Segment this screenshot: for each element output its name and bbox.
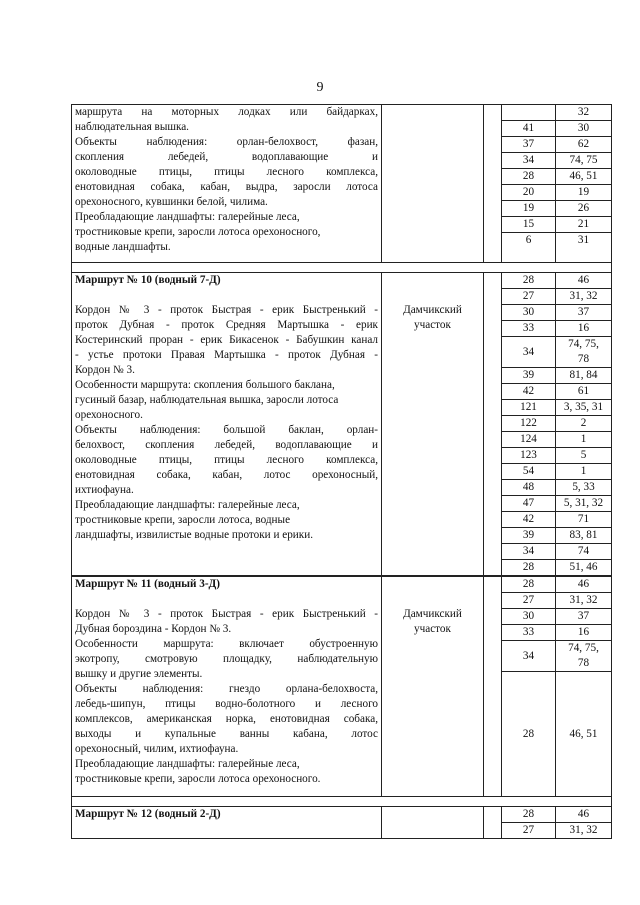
quarter-number: 20: [502, 185, 556, 201]
plot-number: 31, 32: [556, 289, 612, 305]
quarter-number: 33: [502, 321, 556, 337]
quarter-number: 42: [502, 512, 556, 528]
description-line: орехоносного, кувшинки белой, чилима.: [75, 196, 268, 208]
quarter-number: 30: [502, 609, 556, 625]
description-line: экотропу, смотровую площадку, наблюдательную: [75, 653, 378, 665]
description-line: Объекты наблюдения: гнездо орлана-белохвоста,: [75, 683, 378, 695]
area-cell: [382, 273, 484, 577]
table-row: [72, 273, 612, 289]
quarter-number: 42: [502, 384, 556, 400]
plot-number: 31: [556, 233, 612, 263]
quarter-number: 34: [502, 544, 556, 560]
route-12-description: [72, 807, 382, 839]
quarter-number: 41: [502, 121, 556, 137]
quarter-number: [502, 105, 556, 121]
quarter-number: 28: [502, 807, 556, 823]
quarter-number: 28: [502, 169, 556, 185]
plot-number: 21: [556, 217, 612, 233]
description-line: орехоносный, чилим, ихтиофауна.: [75, 743, 239, 755]
route-title: Маршрут № 10 (водный 7-Д): [75, 274, 221, 286]
plot-number: 74, 75, 78: [556, 337, 612, 368]
plot-number: 32: [556, 105, 612, 121]
plot-number: 5: [556, 448, 612, 464]
plot-number: 1: [556, 432, 612, 448]
plot-number: 46: [556, 273, 612, 289]
plot-number: 5, 33: [556, 480, 612, 496]
gap-cell: [484, 576, 502, 797]
plot-number: 26: [556, 201, 612, 217]
description-line: тростниковые крепи, заросли лотоса орехоносного,: [75, 226, 321, 238]
quarter-number: 28: [502, 576, 556, 593]
description-line: Костеринский проран - ерик Бикасенок - Бабушкин канал: [75, 334, 378, 346]
description-line: тростниковые крепи, заросли лотоса орехоносного.: [75, 773, 321, 785]
description-line: ландшафты, извилистые водные протоки и ерики.: [75, 529, 314, 541]
quarter-number: 15: [502, 217, 556, 233]
description-line: тростниковые крепи, заросли лотоса, водные: [75, 514, 291, 526]
route-10-description: [72, 273, 382, 577]
plot-number: 81, 84: [556, 368, 612, 384]
plot-number: 30: [556, 121, 612, 137]
quarter-number: 121: [502, 400, 556, 416]
quarter-number: 27: [502, 823, 556, 839]
description-line: Объекты наблюдения: орлан-белохвост, фазан,: [75, 136, 378, 148]
quarter-number: 6: [502, 233, 556, 263]
description-line: Преобладающие ландшафты: галерейные леса,: [75, 499, 300, 511]
area-cell: [382, 105, 484, 263]
description-line: Особенности маршрута: скопления большого баклана,: [75, 379, 335, 391]
description-line: белохвост, скопления лебедей, водоплавающие и: [75, 439, 378, 451]
plot-number: 74, 75: [556, 153, 612, 169]
quarter-number: 34: [502, 641, 556, 672]
quarter-number: 39: [502, 528, 556, 544]
description-line: - устье протоки Правая Мартышка - проток Дубная -: [75, 349, 378, 361]
description-line: лебедь-шипун, птицы водно-болотного и лесного: [75, 698, 378, 710]
gap-cell: [484, 105, 502, 263]
quarter-number: 54: [502, 464, 556, 480]
quarter-number: 122: [502, 416, 556, 432]
area-name: Дамчикский: [403, 304, 462, 316]
description-line: Кордон № 3.: [75, 364, 135, 376]
section-separator: [72, 263, 612, 273]
plot-number: 51, 46: [556, 560, 612, 577]
quarter-number: 47: [502, 496, 556, 512]
plot-number: 2: [556, 416, 612, 432]
plot-number: 37: [556, 305, 612, 321]
plot-number: 1: [556, 464, 612, 480]
plot-number: 61: [556, 384, 612, 400]
description-line: вышку и другие элементы.: [75, 668, 203, 680]
plot-number: 62: [556, 137, 612, 153]
route-title: Маршрут № 12 (водный 2-Д): [75, 808, 221, 820]
plot-number: 83, 81: [556, 528, 612, 544]
plot-number: 46: [556, 576, 612, 593]
route-description: [72, 105, 382, 263]
quarter-number: 27: [502, 593, 556, 609]
area-cell: [382, 807, 484, 839]
plot-number: 3, 35, 31: [556, 400, 612, 416]
description-line: комплексов, американская норка, енотовидная собака,: [75, 713, 378, 725]
description-line: орехоносного.: [75, 409, 143, 421]
gap-cell: [484, 273, 502, 577]
plot-number: 46, 51: [556, 169, 612, 185]
quarter-number: 34: [502, 337, 556, 368]
description-line: околоводные птицы, птицы лесного комплекса,: [75, 166, 378, 178]
plot-number: 46: [556, 807, 612, 823]
description-line: енотовидная собака, кабан, выдра, заросли лотоса: [75, 181, 378, 193]
plot-number: 16: [556, 625, 612, 641]
plot-number: 74: [556, 544, 612, 560]
gap-cell: [484, 807, 502, 839]
page-number: 9: [316, 80, 324, 95]
description-line: Преобладающие ландшафты: галерейные леса,: [75, 211, 300, 223]
plot-number: 46, 51: [556, 672, 612, 797]
quarter-number: 30: [502, 305, 556, 321]
description-line: Кордон № 3 - проток Быстрая - ерик Быстренький -: [75, 608, 378, 620]
description-line: Объекты наблюдения: большой баклан, орлан-: [75, 424, 378, 436]
plot-number: 37: [556, 609, 612, 625]
description-line: Кордон № 3 - проток Быстрая - ерик Быстренький -: [75, 304, 378, 316]
route-title: Маршрут № 11 (водный 3-Д): [75, 578, 220, 590]
quarter-number: 39: [502, 368, 556, 384]
description-line: маршрута на моторных лодках или байдарках,: [75, 106, 378, 118]
description-line: гусиный базар, наблюдательная вышка, заросли лотоса: [75, 394, 339, 406]
spacer: [75, 592, 378, 607]
quarter-number: 33: [502, 625, 556, 641]
description-line: Преобладающие ландшафты: галерейные леса,: [75, 758, 300, 770]
quarter-number: 27: [502, 289, 556, 305]
plot-number: 5, 31, 32: [556, 496, 612, 512]
plot-number: 74, 75, 78: [556, 641, 612, 672]
description-line: скопления лебедей, водоплавающие и: [75, 151, 378, 163]
area-name: Дамчикский: [403, 608, 462, 620]
description-line: ихтиофауна.: [75, 484, 134, 496]
description-line: выходы и купальные ванны кабана, лотос: [75, 728, 378, 740]
quarter-number: 48: [502, 480, 556, 496]
table-row: [72, 105, 612, 121]
quarter-number: 19: [502, 201, 556, 217]
description-line: енотовидная собака, кабан, лотос орехоносный,: [75, 469, 378, 481]
description-line: водные ландшафты.: [75, 241, 171, 253]
spacer: [75, 288, 378, 303]
description-line: околоводные птицы, птицы лесного комплекса,: [75, 454, 378, 466]
description-line: Дубная бороздина - Кордон № 3.: [75, 623, 232, 635]
table-row: [72, 576, 612, 593]
plot-number: 16: [556, 321, 612, 337]
quarter-number: 123: [502, 448, 556, 464]
plot-number: 19: [556, 185, 612, 201]
quarter-number: 37: [502, 137, 556, 153]
quarter-number: 28: [502, 672, 556, 797]
area-name: участок: [414, 623, 451, 635]
plot-number: 31, 32: [556, 593, 612, 609]
section-separator: [72, 797, 612, 807]
quarter-number: 34: [502, 153, 556, 169]
plot-number: 31, 32: [556, 823, 612, 839]
quarter-number: 28: [502, 560, 556, 577]
description-line: наблюдательная вышка.: [75, 121, 189, 133]
area-name: участок: [414, 319, 451, 331]
description-line: Особенности маршрута: включает обустроенную: [75, 638, 378, 650]
area-cell: [382, 576, 484, 797]
routes-table: [71, 104, 612, 839]
plot-number: 71: [556, 512, 612, 528]
quarter-number: 124: [502, 432, 556, 448]
quarter-number: 28: [502, 273, 556, 289]
route-11-description: [72, 576, 382, 797]
description-line: проток Дубная - проток Средняя Мартышка - ерик: [75, 319, 378, 331]
table-row: [72, 807, 612, 823]
